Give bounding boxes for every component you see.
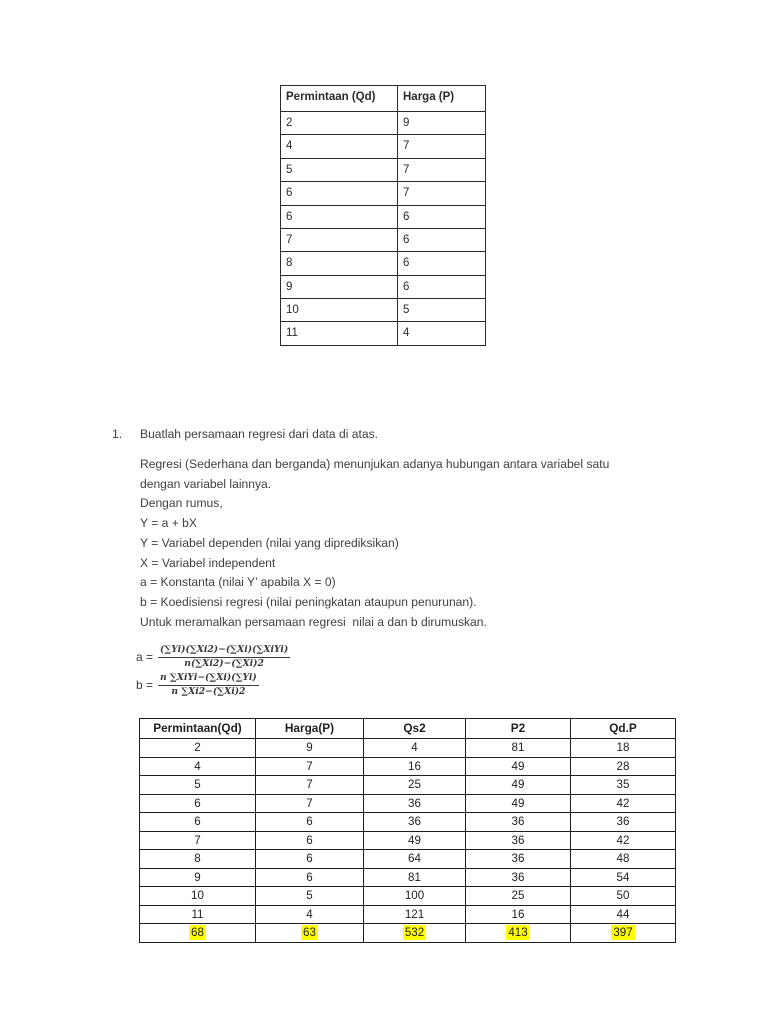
column-header-p2: P2 [466, 719, 571, 739]
table-row [281, 252, 486, 275]
table-cell: 18 [571, 739, 676, 758]
table-cell: 5 [140, 776, 256, 795]
table-permintaan-harga [280, 85, 486, 346]
data-table-calculation [139, 718, 675, 943]
table-cell: 35 [571, 776, 676, 795]
table-cell: 6 [256, 868, 364, 887]
table-total-cell [364, 924, 466, 943]
table-row [281, 322, 486, 345]
highlighted-total: 397 [613, 926, 633, 939]
table-cell: 49 [466, 794, 571, 813]
table-row [140, 887, 676, 906]
formula-label: a = [136, 650, 154, 664]
table-row [140, 868, 676, 887]
table-row [140, 739, 676, 758]
table-cell: 36 [466, 831, 571, 850]
table-cell: 16 [364, 757, 466, 776]
answer-line: Regresi (Sederhana dan berganda) menunjukan adanya hubungan antara variabel satu [140, 457, 610, 471]
table-cell: 64 [364, 850, 466, 869]
table-cell: 6 [140, 794, 256, 813]
table-cell: 49 [364, 831, 466, 850]
table-regresi-perhitungan [139, 718, 676, 943]
table-cell: 4 [256, 905, 364, 924]
highlighted-total: 413 [508, 926, 528, 939]
table-cell: 6 [398, 205, 486, 228]
column-header-qdp: Qd.P [571, 719, 676, 739]
table-cell: 81 [364, 868, 466, 887]
column-header-permintaan: Permintaan(Qd) [140, 719, 256, 739]
column-header-qs2: Qs2 [364, 719, 466, 739]
table-cell: 11 [281, 322, 398, 345]
answer-line: a = Konstanta (nilai Y’ apabila X = 0) [140, 575, 336, 590]
table-cell: 4 [398, 322, 486, 345]
table-cell: 25 [364, 776, 466, 795]
table-cell: 7 [256, 757, 364, 776]
fraction-numerator: n ∑XiYi−(∑Xi)(∑Yi) [158, 673, 259, 685]
table-row [140, 794, 676, 813]
table-row [281, 158, 486, 181]
table-cell: 6 [256, 831, 364, 850]
table-cell: 4 [281, 135, 398, 158]
table-cell: 9 [398, 112, 486, 135]
list-number: 1. [112, 427, 123, 441]
table-cell: 6 [140, 813, 256, 832]
table-cell: 6 [281, 205, 398, 228]
question-row [112, 425, 692, 445]
column-header-harga: Harga(P) [256, 719, 364, 739]
table-cell: 8 [281, 252, 398, 275]
table-cell: 7 [256, 794, 364, 813]
answer-text-block [140, 455, 700, 632]
table-cell: 5 [398, 299, 486, 322]
table-cell: 8 [140, 850, 256, 869]
fraction [158, 673, 259, 697]
highlighted-total: 68 [191, 926, 204, 939]
table-cell: 10 [281, 299, 398, 322]
table-row [281, 299, 486, 322]
table-cell: 36 [364, 813, 466, 832]
formula-row [136, 671, 290, 699]
table-row [140, 905, 676, 924]
table-cell: 25 [466, 887, 571, 906]
table-cell: 7 [398, 182, 486, 205]
table-cell: 36 [466, 850, 571, 869]
answer-line: Dengan rumus, [140, 496, 223, 511]
table-row [281, 205, 486, 228]
table-cell: 2 [281, 112, 398, 135]
table-cell: 7 [398, 158, 486, 181]
table-cell: 54 [571, 868, 676, 887]
fraction-denominator: n ∑Xi2−(∑Xi)2 [171, 685, 246, 697]
answer-line: b = Koedisiensi regresi (nilai peningkatan ataupun penurunan). [140, 594, 477, 609]
table-cell: 44 [571, 905, 676, 924]
table-cell: 81 [466, 739, 571, 758]
formula-group [136, 643, 290, 699]
answer-line: Y = a + bX [140, 516, 197, 531]
table-cell: 5 [256, 887, 364, 906]
table-totals-row [140, 924, 676, 943]
table-cell: 7 [398, 135, 486, 158]
table-cell: 49 [466, 776, 571, 795]
table-cell: 6 [256, 813, 364, 832]
table-cell: 36 [571, 813, 676, 832]
table-cell: 42 [571, 794, 676, 813]
table-total-cell [256, 924, 364, 943]
table-cell: 48 [571, 850, 676, 869]
table-total-cell [140, 924, 256, 943]
table-row [140, 850, 676, 869]
table-cell: 7 [140, 831, 256, 850]
data-table-top [280, 85, 485, 346]
table-cell: 11 [140, 905, 256, 924]
formula-label: b = [136, 678, 154, 692]
table-header-row [140, 719, 676, 739]
question-item [112, 425, 692, 445]
table-cell: 10 [140, 887, 256, 906]
table-cell: 7 [256, 776, 364, 795]
formula-row [136, 643, 290, 671]
table-cell: 36 [466, 868, 571, 887]
table-row [140, 813, 676, 832]
answer-line: X = Variabel independent [140, 555, 276, 570]
table-cell: 5 [281, 158, 398, 181]
table-total-cell [466, 924, 571, 943]
fraction [158, 645, 290, 669]
table-cell: 9 [256, 739, 364, 758]
table-cell: 50 [571, 887, 676, 906]
table-cell: 9 [281, 275, 398, 298]
table-row [281, 135, 486, 158]
table-row [281, 182, 486, 205]
table-cell: 36 [466, 813, 571, 832]
table-header-row [281, 86, 486, 112]
table-cell: 6 [398, 275, 486, 298]
table-cell: 16 [466, 905, 571, 924]
column-header-permintaan: Permintaan (Qd) [281, 86, 398, 112]
table-cell: 6 [398, 252, 486, 275]
answer-line: dengan variabel lainnya. [140, 476, 272, 491]
answer-line: Y = Variabel dependen (nilai yang diprediksikan) [140, 535, 399, 550]
table-cell: 7 [281, 228, 398, 251]
column-header-harga: Harga (P) [398, 86, 486, 112]
table-cell: 4 [140, 757, 256, 776]
table-row [140, 831, 676, 850]
table-cell: 6 [398, 228, 486, 251]
fraction-numerator: (∑Yi)(∑Xi2)−(∑Xi)(∑XiYi) [158, 645, 290, 657]
table-cell: 6 [281, 182, 398, 205]
table-cell: 4 [364, 739, 466, 758]
table-row [281, 112, 486, 135]
table-row [281, 228, 486, 251]
table-total-cell [571, 924, 676, 943]
table-cell: 9 [140, 868, 256, 887]
question-text: Buatlah persamaan regresi dari data di atas. [140, 427, 378, 441]
table-cell: 28 [571, 757, 676, 776]
table-row [281, 275, 486, 298]
table-row [140, 776, 676, 795]
table-cell: 121 [364, 905, 466, 924]
table-cell: 2 [140, 739, 256, 758]
table-row [140, 757, 676, 776]
highlighted-total: 532 [404, 926, 425, 939]
fraction-denominator: n(∑Xi2)−(∑Xi)2 [184, 657, 264, 669]
table-cell: 49 [466, 757, 571, 776]
table-cell: 42 [571, 831, 676, 850]
highlighted-total: 63 [303, 926, 316, 939]
answer-line: Untuk meramalkan persamaan regresi nilai a dan b dirumuskan. [140, 614, 487, 629]
table-cell: 36 [364, 794, 466, 813]
table-cell: 100 [364, 887, 466, 906]
table-cell: 6 [256, 850, 364, 869]
